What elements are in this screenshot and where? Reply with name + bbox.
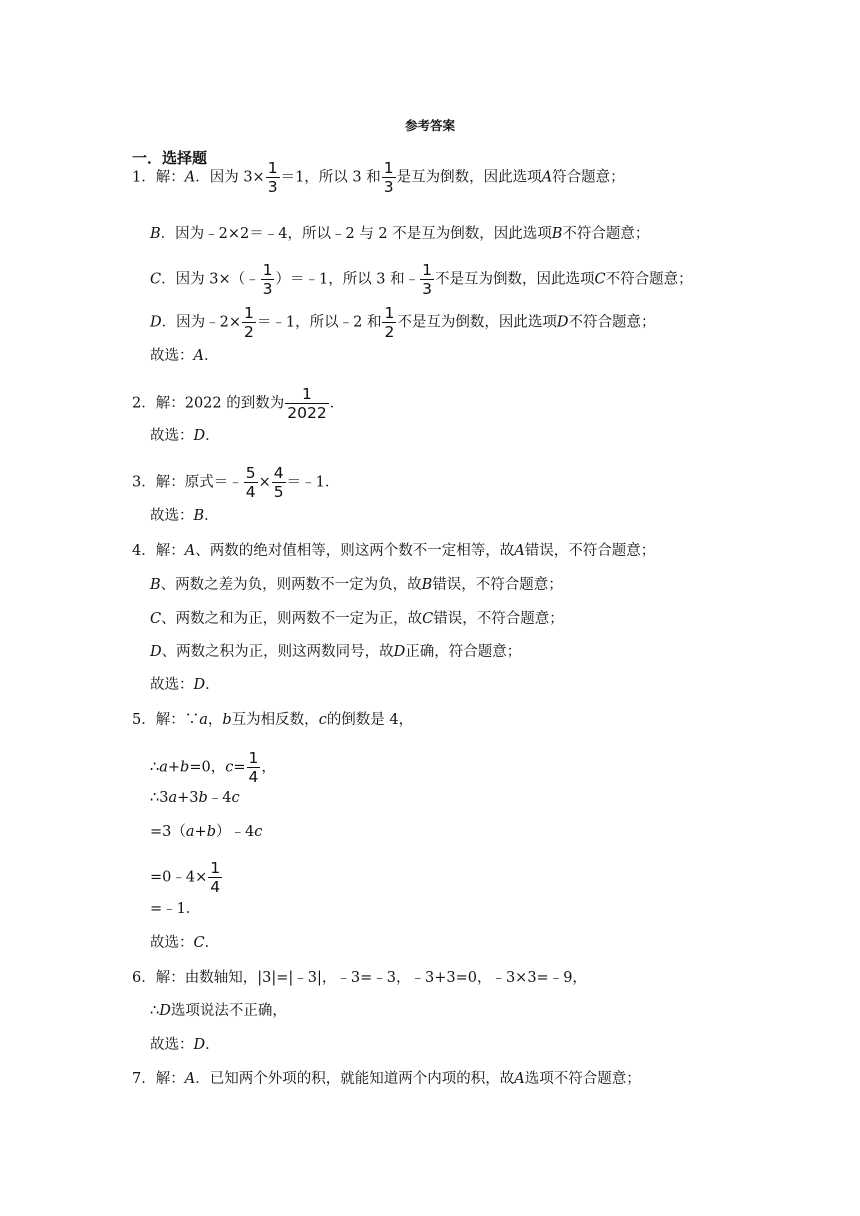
q3-line-1: 3．解：原式＝﹣ $\frac{5}{4}$ × $\frac{4}{5}$ ＝﹣1． [132, 464, 340, 501]
fraction: $\frac{1}{2022}$ [287, 385, 327, 422]
q5-line-5: =0﹣4× $\frac{1}{4}$ [150, 859, 221, 896]
q5-line-1: 5．解：∵a，b互为相反数，c的倒数是 4， [132, 712, 414, 728]
q3-answer: 故选：B． [150, 508, 219, 524]
q2-line-1: 2．解：2022 的到数为 $\frac{1}{2022}$ ． [132, 385, 345, 422]
q6-line-1: 6．解：由数轴知，|3|=|﹣3|，﹣3=﹣3，﹣3+3=0，﹣3×3=﹣9， [132, 970, 587, 986]
fraction: $\frac{1}{3}$ [383, 159, 394, 196]
q5-line-6: =﹣1． [150, 901, 201, 917]
q4-answer: 故选：D． [150, 677, 220, 693]
q6-line-2: ∴D选项说法不正确， [150, 1003, 287, 1019]
q1-line-4: D．因为﹣2× $\frac{1}{2}$ ＝﹣1，所以﹣2 和 $\frac{1}{2}$ 不是互为倒数，因此选项D不符合题意； [150, 304, 656, 341]
q1-line-3: C．因为 3×（﹣ $\frac{1}{3}$ ）＝﹣1，所以 3 和﹣ $\frac{1}{3}$ 不是互为倒数，因此选项C不符合题意； [150, 261, 693, 298]
fraction: $\frac{1}{2}$ [244, 304, 254, 341]
page-title: 参考答案 [404, 118, 455, 133]
fraction: $\frac{1}{3}$ [422, 261, 433, 298]
fraction: $\frac{1}{4}$ [248, 749, 259, 786]
fraction: $\frac{1}{4}$ [210, 859, 221, 896]
fraction: $\frac{1}{3}$ [267, 159, 278, 196]
q4-line-4: D、两数之积为正，则这两数同号，故D正确，符合题意； [150, 644, 522, 660]
q2-answer: 故选：D． [150, 428, 220, 444]
q6-answer: 故选：D． [150, 1037, 220, 1053]
fraction: $\frac{1}{3}$ [262, 261, 273, 298]
q4-line-1: 4．解：A、两数的绝对值相等，则这两个数不一定相等，故A错误，不符合题意； [132, 543, 656, 559]
fraction: $\frac{5}{4}$ [245, 464, 256, 501]
q5-answer: 故选：C． [150, 935, 220, 951]
fraction: $\frac{1}{2}$ [384, 304, 395, 341]
q1-answer: 故选：A． [150, 348, 219, 364]
fraction: $\frac{4}{5}$ [273, 464, 284, 501]
q1-line-2: B．因为﹣2×2＝﹣4，所以﹣2 与 2 不是互为倒数，因此选项B不符合题意； [150, 226, 650, 242]
q4-line-2: B、两数之差为负，则两数不一定为负，故B错误，不符合题意； [150, 577, 563, 593]
q7-line-1: 7．解：A．已知两个外项的积，就能知道两个内项的积，故A选项不符合题意； [132, 1071, 641, 1087]
section-heading: 一．选择题 [132, 149, 208, 167]
q5-line-4: =3（a+b）﹣4c [150, 824, 263, 840]
q1-line-1: 1．解：A．因为 3× $\frac{1}{3}$ ＝1，所以 3 和 $\frac{1}{3}$ 是互为倒数，因此选项A符合题意； [132, 159, 625, 196]
q4-line-3: C、两数之和为正，则两数不一定为正，故C错误，不符合题意； [150, 611, 564, 627]
q5-line-2: ∴a+b=0，c= $\frac{1}{4}$ ， [150, 749, 276, 786]
q5-line-3: ∴3a+3b﹣4c [150, 790, 240, 806]
